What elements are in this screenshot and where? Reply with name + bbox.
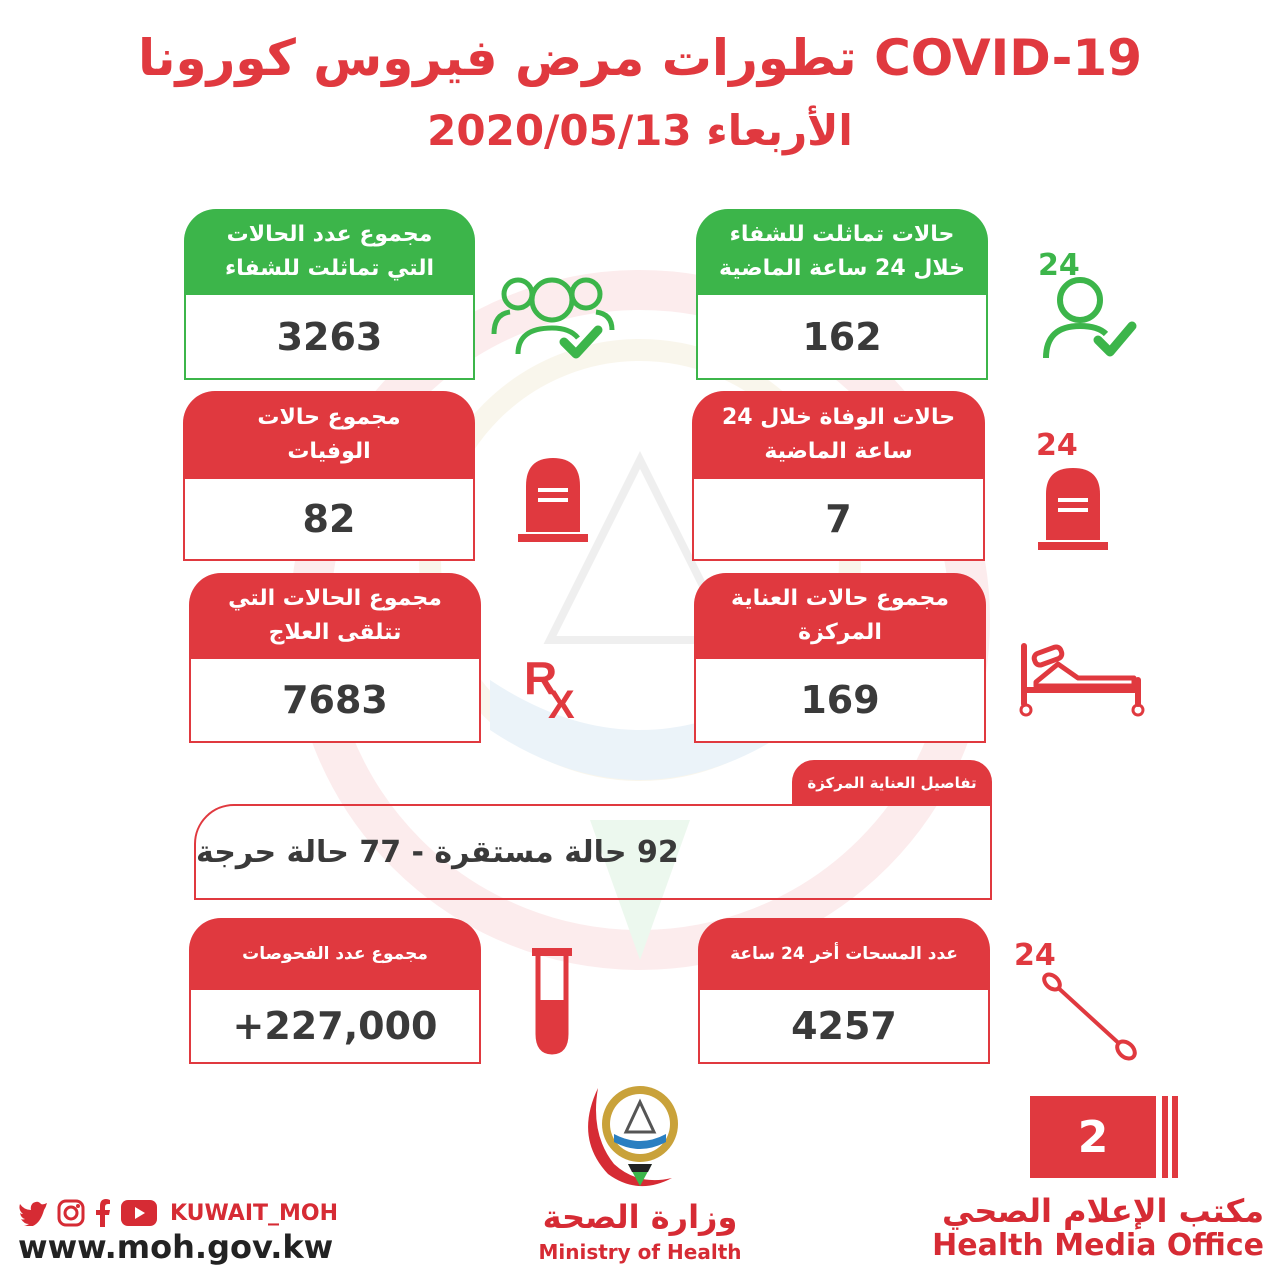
swabs-24h-badge: 24 [1014,938,1056,973]
recovered-24h-badge: 24 [1038,248,1080,283]
tests-total-header [189,918,481,990]
tests-total-label: مجموع عدد الفحوصات [242,944,428,964]
page-number-box: 2 [1030,1096,1156,1178]
deaths-total-label-1: مجموع حالات [257,405,401,430]
treatment-total-header [189,573,481,659]
hospital-bed-icon [1018,642,1148,718]
swabs-24h-header [698,918,990,990]
icu-details-text: 92 حالة مستقرة - 77 حالة حرجة [196,834,679,870]
website-link[interactable]: www.moh.gov.kw [18,1228,334,1266]
recovered-24h-label-2: خلال 24 ساعة الماضية [719,256,965,281]
deaths-24h-label-2: ساعة الماضية [764,439,913,464]
recovered-total-label-1: مجموع عدد الحالات [226,222,433,247]
icu-details-tab: تفاصيل العناية المركزة [792,760,992,806]
tests-total-card [189,918,481,1064]
social-bar [18,1196,338,1230]
twitter-icon[interactable] [18,1200,48,1226]
treatment-total-value: 7683 [189,659,481,743]
page-date: الأربعاء 2020/05/13 [427,106,853,155]
deaths-24h-card [692,391,985,561]
icu-total-label-1: مجموع حالات العناية [730,586,950,611]
ministry-name-en: Ministry of Health [538,1240,742,1264]
deaths-24h-header [692,391,985,479]
swabs-24h-label: عدد المسحات أخر 24 ساعة [730,944,958,964]
recovered-24h-value: 162 [696,295,988,380]
facebook-icon[interactable] [94,1199,112,1227]
swab-icon [1040,972,1140,1062]
rx-letter-r: R [524,652,558,704]
page-number-bar-1 [1162,1096,1168,1178]
instagram-icon[interactable] [57,1199,85,1227]
deaths-total-label-2: الوفيات [287,439,371,464]
deaths-total-header [183,391,475,479]
icu-total-header [694,573,986,659]
icu-details-box [194,804,992,900]
rx-letter-x: X [548,683,575,722]
recovered-total-value: 3263 [184,295,475,380]
deaths-24h-badge: 24 [1036,428,1078,463]
moh-logo [568,1068,712,1194]
recovered-24h-card [696,209,988,380]
treatment-total-card [189,573,481,743]
group-check-icon [490,268,620,364]
recovered-24h-label-1: حالات تماثلت للشفاء [729,222,955,247]
deaths-total-value: 82 [183,479,475,561]
person-check-icon [1040,270,1140,362]
swabs-24h-card [698,918,990,1064]
icu-total-value: 169 [694,659,986,743]
ministry-name-ar: وزارة الصحة [542,1198,738,1236]
rx-icon [520,650,590,722]
office-name-ar: مكتب الإعلام الصحي [942,1192,1264,1230]
deaths-24h-label-1: حالات الوفاة خلال 24 [721,405,956,430]
icu-total-label-2: المركزة [798,620,882,645]
recovered-24h-header [696,209,988,295]
treatment-total-label-1: مجموع الحالات التي [228,586,442,611]
page-title: تطورات مرض فيروس كورونا COVID-19 [137,29,1143,87]
icu-total-card [694,573,986,743]
page-number-bar-2 [1172,1096,1178,1178]
recovered-total-header [184,209,475,295]
tests-total-value: +227,000 [189,990,481,1064]
swabs-24h-value: 4257 [698,990,990,1064]
deaths-24h-value: 7 [692,479,985,561]
recovered-total-card [184,209,475,380]
treatment-total-label-2: تتلقى العلاج [268,620,402,645]
test-tube-icon [528,944,576,1056]
social-handle[interactable]: KUWAIT_MOH [170,1200,339,1226]
tombstone-icon [518,452,588,542]
office-name-en: Health Media Office [932,1228,1264,1263]
youtube-icon[interactable] [121,1200,157,1226]
deaths-total-card [183,391,475,561]
tombstone-icon-24h [1038,462,1108,550]
recovered-total-label-2: التي تماثلت للشفاء [224,256,435,281]
